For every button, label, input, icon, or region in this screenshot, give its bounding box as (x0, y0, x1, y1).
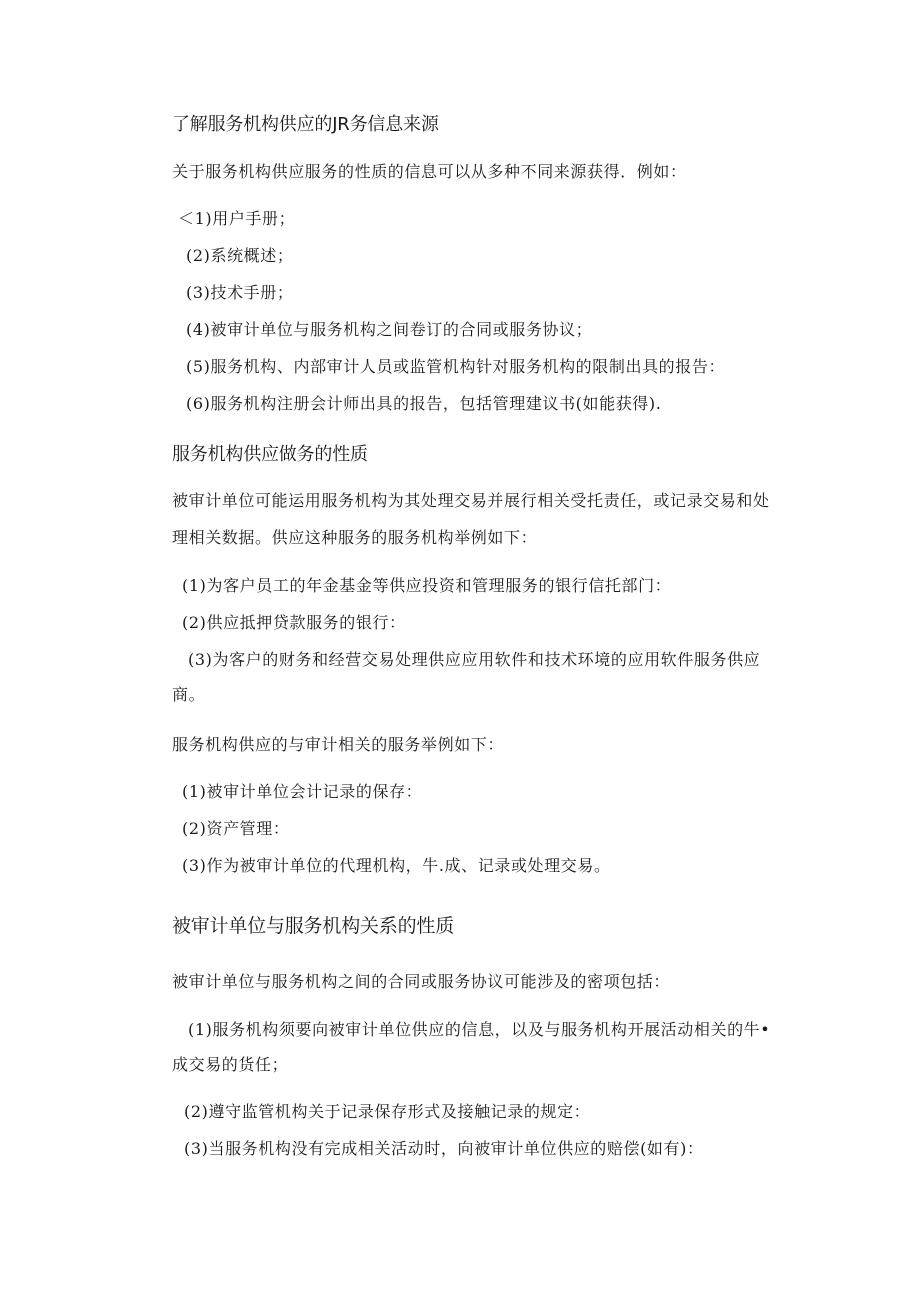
section-heading: 服务机构供应做务的性质 (172, 444, 368, 465)
list-item: (3)技术手册； (186, 283, 294, 302)
list-item-line: (1)服务机构须要向被审计单位供应的信息，以及与服务机构开展活动相关的牛• (188, 1020, 771, 1039)
list-item: (1)被审计单位会计记录的保存： (182, 782, 423, 801)
section-heading: 被审计单位与服务机构关系的性质 (172, 915, 455, 937)
list-item: (2)资产管理： (182, 819, 290, 838)
list-item: (6)服务机构注册会计师出具的报告，包括管理建议书(如能获得). (186, 394, 662, 413)
list-item: (2)供应抵押贷款服务的银行： (182, 613, 406, 632)
list-item: (2)系统概述； (186, 246, 294, 265)
section-heading: 了解服务机构供应的JR务信息来源 (172, 114, 439, 135)
list-item: (2)遵守监管机构关于记录保存形式及接触记录的规定： (184, 1102, 591, 1121)
list-item-line: 成交易的货任； (172, 1055, 289, 1074)
paragraph: 关于服务机构供应服务的性质的信息可以从多种不同来源获得．例如： (172, 162, 687, 181)
list-item: (1)为客户员工的年金基金等供应投资和管理服务的银行信托部门： (182, 576, 672, 595)
paragraph: 服务机构供应的与审计相关的服务举例如下： (172, 735, 505, 754)
list-item-line: (3)为客户的财务和经营交易处理供应应用软件和技术环境的应用软件服务供应 (188, 650, 761, 669)
paragraph: 被审计单位与服务机构之间的合同或服务协议可能涉及的密项包括： (172, 972, 671, 991)
list-item: (3)作为被审计单位的代理机构，牛.成、记录或处理交易。 (182, 856, 611, 875)
paragraph-line: 被审计单位可能运用服务机构为其处理交易并展行相关受托责任，或记录交易和处 (172, 491, 770, 510)
list-item: (5)服务机构、内部审计人员或监管机构针对服务机构的限制出具的报告： (186, 357, 726, 376)
list-item: (4)被审计单位与服务机构之间卷订的合同或服务协议； (186, 320, 593, 339)
list-item-line: 商。 (172, 685, 206, 704)
list-item: ＜1)用户手册； (178, 209, 296, 228)
paragraph-line: 理相关数据。供应这种服务的服务机构举例如下： (172, 528, 538, 547)
list-item: (3)当服务机构没有完成相关活动时，向被审计单位供应的赔偿(如有)： (184, 1139, 704, 1158)
